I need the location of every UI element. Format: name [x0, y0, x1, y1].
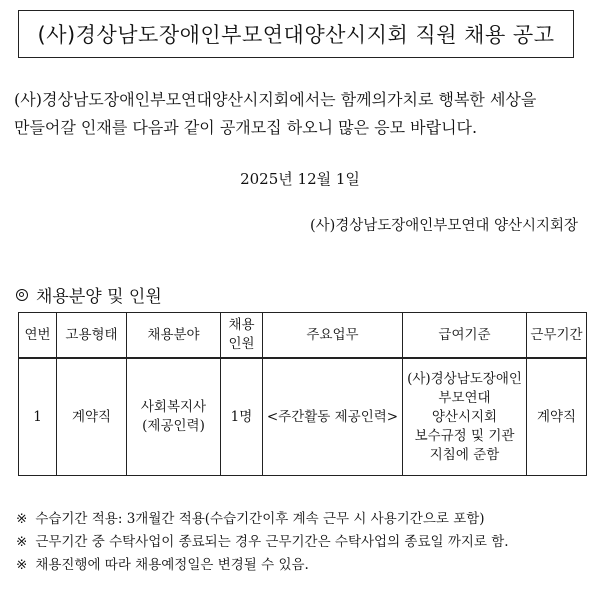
note-item [16, 508, 596, 531]
note-item [16, 531, 596, 554]
header-salary: 급여기준 [403, 313, 527, 359]
section-title: 채용분양 및 인원 [36, 287, 162, 307]
cell-no: 1 [19, 358, 57, 476]
intro-paragraph [14, 86, 586, 142]
header-headcount: 채용 인원 [221, 313, 263, 359]
header-no: 연번 [19, 313, 57, 359]
header-field: 채용분야 [127, 313, 221, 359]
header-duty: 주요업무 [263, 313, 403, 359]
note-item [16, 554, 596, 577]
note-text: 수습기간 적용: 3개월간 적용(수습기간이후 계속 근무 시 사용기간으로 포함) [35, 511, 485, 527]
notes-list [16, 508, 596, 577]
note-mark: ※ [16, 557, 28, 573]
note-mark: ※ [16, 534, 28, 550]
section-heading [16, 282, 162, 307]
cell-salary: (사)경상남도장애인 부모연대 양산시지회 보수규정 및 기관 지침에 준함 [403, 358, 527, 476]
cell-headcount: 1명 [221, 358, 263, 476]
header-employment-type: 고용형태 [57, 313, 127, 359]
note-text: 근무기간 중 수탁사업이 종료되는 경우 근무기간은 수탁사업의 종료일 까지로 함. [35, 534, 509, 550]
table-row [19, 358, 587, 476]
intro-line-1: (사)경상남도장애인부모연대양산시지회에서는 함께의가치로 행복한 세상을 [14, 90, 537, 109]
notice-date: 2025년 12월 1일 [240, 170, 360, 188]
cell-employment-type: 계약직 [57, 358, 127, 476]
note-mark: ※ [16, 511, 28, 527]
organization-signature: (사)경상남도장애인부모연대 양산시지회장 [309, 218, 578, 234]
cell-duty: <주간활동 제공인력> [263, 358, 403, 476]
recruitment-table [18, 312, 587, 476]
header-period: 근무기간 [527, 313, 587, 359]
double-circle-icon [16, 289, 28, 301]
note-text: 채용진행에 따라 채용예정일은 변경될 수 있음. [35, 557, 309, 573]
cell-field: 사회복지사 (제공인력) [127, 358, 221, 476]
notice-title-box [18, 10, 574, 58]
intro-line-2: 만들어갈 인재를 다음과 같이 공개모집 하오니 많은 응모 바랍니다. [14, 118, 478, 137]
cell-period: 계약직 [527, 358, 587, 476]
notice-title: (사)경상남도장애인부모연대양산시지회 직원 채용 공고 [37, 23, 555, 47]
table-header-row [19, 313, 587, 359]
